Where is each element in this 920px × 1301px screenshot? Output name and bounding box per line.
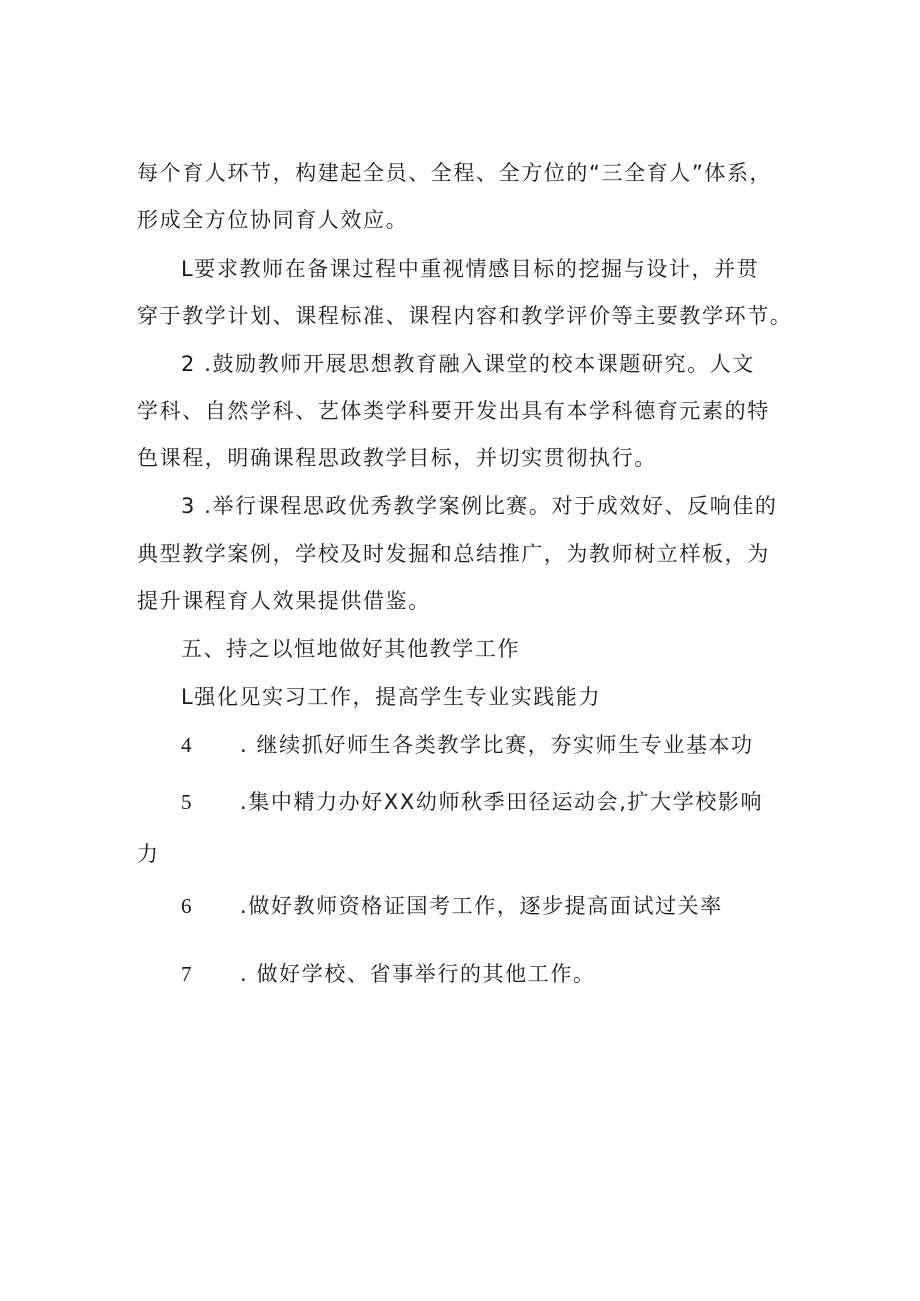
paragraph-line-10: 提升课程育人效果提供借鉴。 [137, 589, 431, 613]
paragraph-line-2: 形成全方位协同育人效应。 [137, 208, 409, 232]
paragraph-line-7: 色课程，明确课程思政教学目标，并切实贯彻执行。 [137, 446, 657, 470]
paragraph-line-8: 3 .举行课程思政优秀教学案例比赛。对于成效好、反响佳的 [181, 494, 778, 518]
item-number: 4 [181, 733, 192, 757]
item-text: . 继续抓好师生各类教学比赛，夯实师生专业基本功 [240, 733, 754, 757]
item-number: 7 [181, 962, 192, 986]
paragraph-line-9: 典型教学案例，学校及时发掘和总结推广，为教师树立样板，为 [137, 542, 770, 566]
item-number: 6 [181, 894, 192, 918]
item-text: . 做好学校、省事举行的其他工作。 [240, 962, 596, 986]
paragraph-line-6: 学科、自然学科、艺体类学科要开发出具有本学科德育元素的特 [137, 399, 770, 423]
item-text: .集中精力办好XX幼师秋季田径运动会,扩大学校影响 [240, 790, 764, 814]
section-heading: 五、持之以恒地做好其他教学工作 [181, 637, 520, 661]
paragraph-line-5: 2 .鼓励教师开展思想教育融入课堂的校本课题研究。人文 [181, 352, 755, 376]
paragraph-line-12: L强化见实习工作，提高学生专业实践能力 [181, 685, 602, 709]
item-5-continuation: 力 [137, 842, 160, 866]
item-text: .做好教师资格证国考工作，逐步提高面试过关率 [240, 894, 723, 918]
item-number: 5 [181, 790, 192, 814]
paragraph-line-3: L要求教师在备课过程中重视情感目标的挖掘与设计，并贯 [181, 257, 760, 281]
paragraph-line-1: 每个育人环节，构建起全员、全程、全方位的“三全育人”体系， [137, 161, 773, 185]
paragraph-line-4: 穿于教学计划、课程标准、课程内容和教学评价等主要教学环节。 [137, 304, 793, 328]
